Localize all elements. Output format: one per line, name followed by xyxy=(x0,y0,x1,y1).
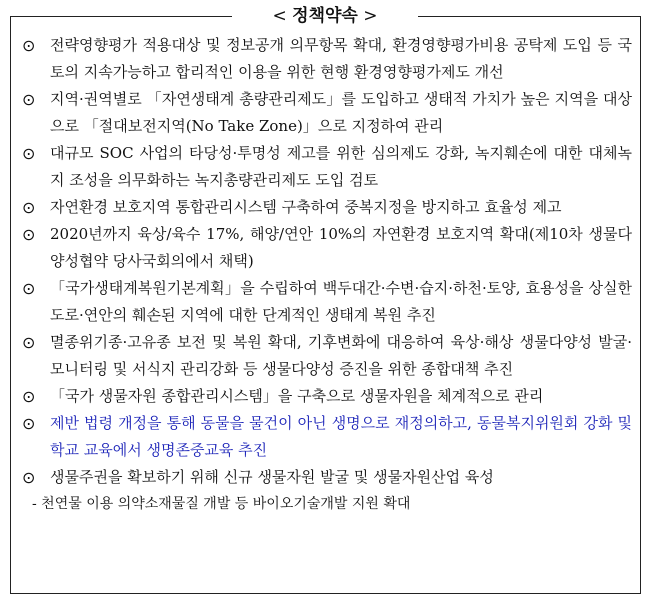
list-item xyxy=(20,86,632,140)
item-text: 제반 법령 개정을 통해 동물을 물건이 아닌 생명으로 재정의하고, 동물복지위원회 강화 및 학교 교육에서 생명존중교육 추진 xyxy=(50,414,632,459)
title-suffix: > xyxy=(357,6,378,26)
bullet-icon: ⊙ xyxy=(22,333,36,352)
bullet-icon: ⊙ xyxy=(22,36,36,55)
sub-list-item xyxy=(20,491,632,518)
title-text: 정책약속 xyxy=(292,6,358,26)
item-text: 전략영향평가 적용대상 및 정보공개 의무항목 확대, 환경영향평가비용 공탁제 도입 등 국토의 지속가능하고 합리적인 이용을 위한 현행 환경영향평가제도 개선 xyxy=(50,36,632,81)
list-item xyxy=(20,32,632,86)
sub-item-text: - 천연물 이용 의약소재물질 개발 등 바이오기술개발 지원 확대 xyxy=(32,496,411,512)
list-item-highlighted xyxy=(20,410,632,464)
list-item xyxy=(20,275,632,329)
page-title xyxy=(232,4,418,28)
item-text: 「국가 생물자원 종합관리시스템」을 구축으로 생물자원을 체계적으로 관리 xyxy=(50,387,544,405)
item-text: 지역·권역별로 「자연생태계 총량관리제도」를 도입하고 생태적 가치가 높은 지역을 대상으로 「절대보전지역(No Take Zone)」으로 지정하여 관리 xyxy=(50,90,632,135)
bullet-icon: ⊙ xyxy=(22,144,36,163)
bullet-icon: ⊙ xyxy=(22,468,36,487)
bullet-icon: ⊙ xyxy=(22,414,36,433)
item-text: 대규모 SOC 사업의 타당성·투명성 제고를 위한 심의제도 강화, 녹지훼손에 대한 대체녹지 조성을 의무화하는 녹지총량관리제도 도입 검토 xyxy=(50,144,632,189)
list-item xyxy=(20,464,632,491)
item-text: 「국가생태계복원기본계획」을 수립하여 백두대간·수변·습지·하천·토양, 효용성을 상실한 도로·연안의 훼손된 지역에 대한 단계적인 생태계 복원 추진 xyxy=(50,279,632,324)
bullet-icon: ⊙ xyxy=(22,279,36,298)
item-text: 2020년까지 육상/육수 17%, 해양/연안 10%의 자연환경 보호지역 확대(제10차 생물다양성협약 당사국회의에서 채택) xyxy=(50,225,632,270)
list-item xyxy=(20,329,632,383)
bullet-icon: ⊙ xyxy=(22,387,36,406)
item-text: 자연환경 보호지역 통합관리시스템 구축하여 중복지정을 방지하고 효율성 제고 xyxy=(50,198,562,216)
bullet-icon: ⊙ xyxy=(22,90,36,109)
policy-list xyxy=(20,32,632,518)
list-item xyxy=(20,383,632,410)
item-text: 멸종위기종·고유종 보전 및 복원 확대, 기후변화에 대응하여 육상·해상 생물다양성 발굴·모니터링 및 서식지 관리강화 등 생물다양성 증진을 위한 종합대책 추진 xyxy=(50,333,632,378)
bullet-icon: ⊙ xyxy=(22,198,36,217)
list-item xyxy=(20,221,632,275)
list-item xyxy=(20,194,632,221)
item-text: 생물주권을 확보하기 위해 신규 생물자원 발굴 및 생물자원산업 육성 xyxy=(50,468,494,486)
bullet-icon: ⊙ xyxy=(22,225,36,244)
title-prefix: < xyxy=(272,6,293,26)
list-item xyxy=(20,140,632,194)
